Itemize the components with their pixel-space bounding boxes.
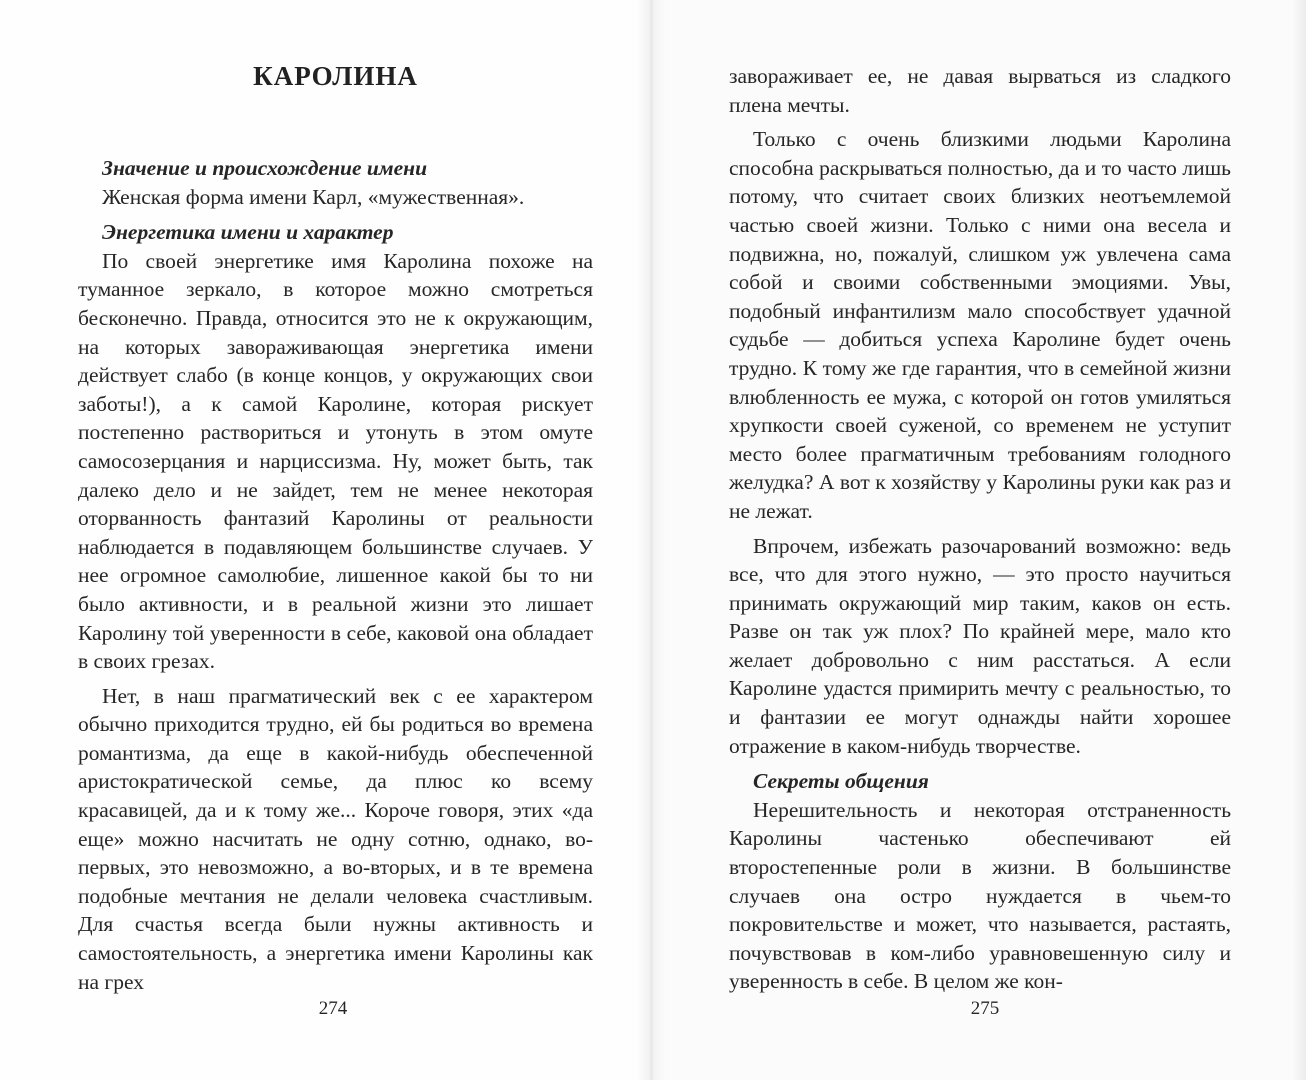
right-text-column (729, 62, 1231, 996)
energy-paragraph-2: Нет, в наш прагматический век с ее характером обычно приходится трудно, ей бы родиться во времена романтизма, да еще в какой-нибудь обеспеченной аристократической семье, да плюс ко всему красавицей, да и к тому же... Короче говоря, этих «да еще» можно насчитать не одну сотню, однако, во-первых, это невозможно, а во-вторых, и в те времена подобные мечтания не делали человека счастливым. Для счастья всегда были нужны активность и самостоятельность, а энергетика имени Каролины как на грех (78, 683, 593, 994)
section-heading-energy: Энергетика имени и характер (102, 220, 394, 245)
section-heading-communication: Секреты общения (753, 769, 929, 794)
page-number-right: 275 (970, 998, 1000, 1019)
left-page (0, 0, 650, 1080)
communication-paragraph: Нерешительность и некоторая отстраненность Каролины частенько обеспечивают ей второстепенные роли в жизни. В большинстве случаев она остро нуждается в чьем-то покровительстве и может, что называется, растаять, почувствовав в ком-либо уравновешенную силу и уверенность в себе. В целом же кон- (729, 797, 1231, 994)
left-text-column (78, 154, 593, 996)
energy-paragraph-1: По своей энергетике имя Каролина похоже на туманное зеркало, в которое можно смотреться бесконечно. Правда, относится это не к окружающим, на которых завораживающая энергетика имени действует слабо (в конце концов, у окружающих свои заботы!), а к самой Каролине, которая рискует постепенно раствориться и утонуть в этом омуте самосозерцания и нарциссизма. Ну, может быть, так далеко дело и не зайдет, тем не менее некоторая оторванность фантазий Каролины от реальности наблюдается в подавляющем большинстве случаев. У нее огромное самолюбие, лишенное какой бы то ни было активности, и в реальной жизни это лишает Каролину той уверенности в себе, каковой она обладает в своих грезах. (78, 248, 593, 674)
right-page (650, 0, 1306, 1080)
continuation-paragraph: завораживает ее, не давая вырваться из сладкого плена мечты. (729, 64, 1231, 117)
chapter-title: КАРОЛИНА (253, 61, 418, 91)
section-heading-meaning: Значение и происхождение имени (102, 156, 428, 180)
page-number-left: 274 (318, 998, 348, 1019)
meaning-text: Женская форма имени Карл, «мужественная». (102, 184, 525, 209)
close-people-paragraph: Только с очень близкими людьми Каролина способна раскрываться полностью, да и то часто лишь потому, что считает своих близких неотъемлемой частью своей жизни. Только с ними она весела и подвижна, но, пожалуй, слишком уж увлечена сама собой и своими собственными эмоциями. Увы, подобный инфантилизм мало способствует удачной судьбе — добиться успеха Каролине будет очень трудно. К тому же где гарантия, что в семейной жизни влюбленность ее мужа, с которой он готов умиляться хрупкости своей суженой, со временем не уступит место более прагматичным требованиям голодного желудка? А вот к хозяйству у Каролины руки как раз и не лежат. (729, 127, 1231, 523)
page-edge-shadow (1292, 0, 1306, 1080)
book-gutter-shadow (636, 0, 666, 1080)
disappointment-paragraph: Впрочем, избежать разочарований возможно: ведь все, что для этого нужно, — это просто научиться принимать окружающий мир таким, каков он есть. Разве он так уж плох? По крайней мере, мало кто желает добровольно с ним расстаться. А если Каролине удастся примирить мечту с реальностью, то и фантазии ее могут однажды найти хорошее отражение в каком-нибудь творчестве. (729, 533, 1231, 758)
